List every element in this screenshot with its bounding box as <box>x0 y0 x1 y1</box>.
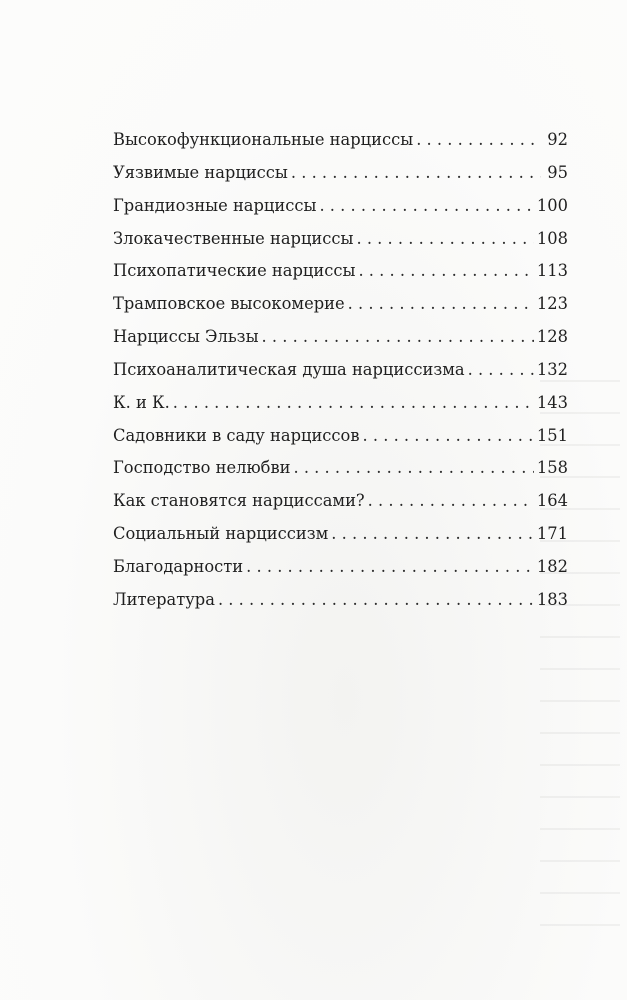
toc-entry-title: Нарциссы Эльзы <box>113 327 259 347</box>
dot-leader <box>246 551 534 584</box>
toc-entry-page: 123 <box>536 294 568 314</box>
toc-entry-page: 92 <box>547 130 568 149</box>
toc-entry-title: Как становятся нарциссами? <box>113 491 365 511</box>
dot-leader <box>262 321 534 354</box>
toc-entry <box>113 551 568 584</box>
toc-entry-title: Психопатические нарциссы <box>113 261 356 281</box>
toc-entry <box>113 485 568 518</box>
toc-entry <box>113 420 568 453</box>
toc-entry <box>113 288 568 321</box>
toc-entry <box>113 584 568 617</box>
toc-entry-page: 158 <box>536 458 568 478</box>
toc-entry-title: Грандиозные нарциссы <box>113 195 317 215</box>
toc-entry <box>113 387 568 420</box>
toc-entry <box>113 157 568 190</box>
toc-entry-title: Уязвимые нарциссы <box>113 162 288 182</box>
toc-entry-page: 113 <box>536 261 568 281</box>
toc-entry <box>113 223 568 256</box>
toc-entry-title: Благодарности <box>113 556 244 576</box>
dot-leader <box>468 354 534 387</box>
toc-entry <box>113 124 568 157</box>
dot-leader <box>218 584 534 617</box>
toc-entry-page: 100 <box>536 195 568 215</box>
toc-entry <box>113 354 568 387</box>
toc-entry-title: Высокофункциональные нарциссы <box>113 130 414 149</box>
toc-entry <box>113 190 568 223</box>
dot-leader <box>416 124 541 157</box>
toc-entry <box>113 255 568 288</box>
toc-entry-page: 143 <box>536 392 568 412</box>
toc-entry-page: 95 <box>547 162 568 182</box>
toc-entry-page: 151 <box>536 425 568 445</box>
toc-entry-title: Психоаналитическая душа нарциссизма <box>113 359 465 379</box>
toc-entry-title: Трамповское высокомерие <box>113 294 345 314</box>
toc-entry <box>113 518 568 551</box>
dot-leader <box>173 387 534 420</box>
dot-leader <box>356 223 533 256</box>
toc-entry-title: Господство нелюбви <box>113 458 291 478</box>
toc-entry <box>113 321 568 354</box>
toc-entry-page: 108 <box>536 228 568 248</box>
dot-leader <box>291 157 541 190</box>
toc-entry-title: Злокачественные нарциссы <box>113 228 354 248</box>
toc-entry-page: 132 <box>536 359 568 379</box>
table-of-contents <box>113 124 568 617</box>
toc-entry-title: Социальный нарциссизм <box>113 524 329 544</box>
dot-leader <box>331 518 534 551</box>
toc-entry <box>113 452 568 485</box>
dot-leader <box>319 190 533 223</box>
dot-leader <box>363 420 534 453</box>
toc-entry-title: Садовники в саду нарциссов <box>113 425 360 445</box>
dot-leader <box>348 288 534 321</box>
toc-entry-page: 164 <box>536 491 568 511</box>
toc-entry-page: 171 <box>536 524 568 544</box>
toc-entry-page: 183 <box>536 589 568 609</box>
toc-entry-title: К. и К. <box>113 392 170 412</box>
dot-leader <box>368 485 534 518</box>
toc-entry-page: 182 <box>536 556 568 576</box>
dot-leader <box>293 452 533 485</box>
dot-leader <box>358 255 533 288</box>
toc-entry-page: 128 <box>536 327 568 347</box>
toc-entry-title: Литература <box>113 589 215 609</box>
